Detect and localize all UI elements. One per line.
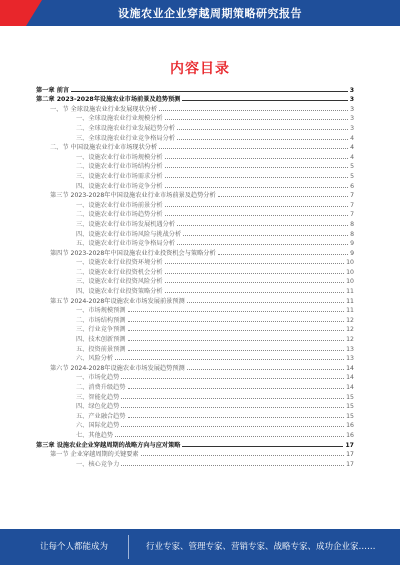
toc-leader-dots [121, 426, 344, 427]
toc-leader-dots [165, 167, 348, 168]
toc-entry-title: 二、设施农业行业市场趋势分析 [76, 211, 163, 219]
toc-entry-title: 一、设施农业行业投资环境分析 [76, 259, 163, 267]
toc-entry-title: 二、设施农业行业投资机会分析 [76, 268, 163, 276]
toc-leader-dots [128, 388, 345, 389]
toc-entry-title: 三、行业竞争预测 [76, 326, 126, 334]
toc-entry[interactable] [36, 324, 354, 334]
toc-entry-title: 五、产业融合趋势 [76, 412, 126, 420]
toc-leader-dots [177, 225, 348, 226]
toc-leader-dots [128, 340, 345, 341]
toc-entry-page: 10 [346, 259, 354, 267]
toc-leader-dots [128, 350, 345, 351]
toc-leader-dots [165, 177, 348, 178]
toc-entry[interactable] [36, 410, 354, 420]
toc-entry-page: 14 [346, 364, 354, 372]
toc-entry-title: 第四节 2023-2028年中国设施农业行业投资机会与策略分析 [50, 249, 216, 257]
toc-entry-page: 8 [350, 220, 354, 228]
toc-entry-page: 4 [350, 144, 354, 152]
toc-entry[interactable] [36, 94, 354, 104]
toc-leader-dots [121, 398, 344, 399]
toc-entry-title: 七、其他趋势 [76, 431, 114, 439]
toc-entry[interactable] [36, 362, 354, 372]
toc-entry-title: 三、智能化趋势 [76, 393, 120, 401]
toc-leader-dots [121, 378, 344, 379]
toc-leader-dots [115, 436, 344, 437]
toc-entry-title: 二、市场结构预测 [76, 316, 126, 324]
toc-entry-page: 17 [346, 460, 354, 468]
toc-leader-dots [121, 407, 344, 408]
toc-entry[interactable] [36, 266, 354, 276]
toc-entry[interactable] [36, 305, 354, 315]
toc-entry[interactable] [36, 247, 354, 257]
toc-entry[interactable] [36, 372, 354, 382]
toc-entry[interactable] [36, 420, 354, 430]
toc-leader-dots [165, 282, 345, 283]
toc-entry[interactable] [36, 190, 354, 200]
toc-entry[interactable] [36, 170, 354, 180]
report-footer [0, 529, 400, 565]
toc-entry[interactable] [36, 343, 354, 353]
toc-entry-title: 一、设施农业行业市场规模分析 [76, 153, 163, 161]
toc-leader-dots [182, 100, 347, 101]
toc-leader-dots [165, 263, 345, 264]
toc-entry-page: 16 [346, 422, 354, 430]
toc-entry[interactable] [36, 209, 354, 219]
report-title: 设施农业企业穿越周期策略研究报告 [118, 7, 302, 20]
toc-entry[interactable] [36, 295, 354, 305]
toc-entry[interactable] [36, 84, 354, 94]
toc-leader-dots [141, 455, 345, 456]
toc-leader-dots [165, 187, 348, 188]
toc-entry-page: 17 [345, 441, 354, 449]
toc-entry-page: 3 [349, 96, 354, 104]
toc-entry-page: 10 [346, 278, 354, 286]
toc-leader-dots [182, 446, 343, 447]
toc-entry-page: 15 [346, 403, 354, 411]
toc-leader-dots [165, 215, 348, 216]
toc-entry-page: 12 [346, 326, 354, 334]
toc-entry-page: 8 [350, 230, 354, 238]
toc-entry-page: 4 [350, 134, 354, 142]
toc-entry-page: 11 [346, 288, 354, 296]
toc-entry-title: 三、设施农业行业投资风险分析 [76, 278, 163, 286]
toc-leader-dots [187, 369, 344, 370]
toc-entry[interactable] [36, 228, 354, 238]
toc-entry-page: 5 [350, 163, 354, 171]
toc-entry-title: 四、设施农业行业投资策略分析 [76, 288, 163, 296]
toc-entry[interactable] [36, 142, 354, 152]
toc-entry-title: 第三章 设施农业企业穿越周期的战略方向与应对策略 [36, 441, 181, 449]
toc-entry-page: 13 [346, 345, 354, 353]
toc-entry-page: 17 [346, 451, 354, 459]
toc-entry-title: 一、节 全球设施农业行业发展现状分析 [50, 105, 158, 113]
toc-entry-page: 7 [350, 192, 354, 200]
toc-entry-title: 第一章 前言 [36, 86, 70, 94]
toc-entry[interactable] [36, 439, 354, 449]
toc-entry-title: 四、绿色化趋势 [76, 403, 120, 411]
toc-entry-title: 第三节 2023-2028年中国设施农业行业市场前景及趋势分析 [50, 192, 216, 200]
toc-leader-dots [165, 158, 348, 159]
toc-entry-title: 一、市场规模预测 [76, 307, 126, 315]
toc-entry-title: 一、市场化趋势 [76, 374, 120, 382]
toc-entry-title: 二、节 中国设施农业行业市场现状分析 [50, 144, 158, 152]
toc-leader-dots [218, 254, 348, 255]
toc-leader-dots [115, 359, 344, 360]
toc-entry[interactable] [36, 238, 354, 248]
toc-entry[interactable] [36, 285, 354, 295]
toc-entry-title: 三、设施农业行业市场需求分析 [76, 172, 163, 180]
toc-entry-page: 16 [346, 431, 354, 439]
toc-entry-page: 9 [350, 249, 354, 257]
toc-leader-dots [121, 465, 344, 466]
toc-entry[interactable] [36, 257, 354, 267]
footer-divider [128, 535, 129, 559]
toc-entry-page: 7 [350, 201, 354, 209]
toc-entry-title: 一、设施农业行业市场前景分析 [76, 201, 163, 209]
toc-entry[interactable] [36, 199, 354, 209]
toc-leader-dots [165, 119, 348, 120]
toc-entry-title: 第五节 2024-2028年设施农业市场发展前景预测 [50, 297, 185, 305]
toc-entry[interactable] [36, 151, 354, 161]
toc-entry[interactable] [36, 314, 354, 324]
toc-entry[interactable] [36, 103, 354, 113]
toc-entry-page: 14 [346, 374, 354, 382]
toc-entry-title: 四、设施农业行业市场竞争分析 [76, 182, 163, 190]
toc-entry-page: 15 [346, 412, 354, 420]
toc-entry[interactable] [36, 132, 354, 142]
toc-entry-page: 10 [346, 268, 354, 276]
toc-entry-title: 第六节 2024-2028年设施农业市场发展趋势预测 [50, 364, 185, 372]
toc-entry-page: 4 [350, 153, 354, 161]
toc-leader-dots [128, 321, 345, 322]
toc-entry-page: 3 [350, 105, 354, 113]
footer-slogan-left: 让每个人都能成为 [40, 542, 109, 552]
toc-entry-page: 3 [349, 86, 354, 94]
toc-entry-page: 5 [350, 172, 354, 180]
toc-leader-dots [165, 206, 348, 207]
toc-entry-title: 三、全球设施农业行业竞争格局分析 [76, 134, 175, 142]
toc-entry[interactable] [36, 333, 354, 343]
toc-entry-page: 13 [346, 355, 354, 363]
toc-entry-title: 五、投资前景预测 [76, 345, 126, 353]
footer-slogan-right [146, 540, 376, 552]
toc-leader-dots [159, 110, 348, 111]
report-header [0, 0, 400, 36]
toc-entry-page: 11 [346, 307, 354, 315]
toc-entry[interactable] [36, 449, 354, 459]
toc-entry-page: 3 [350, 124, 354, 132]
toc-entry-title: 四、技术创新预测 [76, 336, 126, 344]
toc-entry-title: 六、国际化趋势 [76, 422, 120, 430]
toc-entry-title: 一、全球设施农业行业规模分析 [76, 115, 163, 123]
toc-leader-dots [159, 148, 348, 149]
toc-entry-title: 二、消费升级趋势 [76, 384, 126, 391]
toc-entry[interactable] [36, 429, 354, 439]
toc-entry-title: 一、核心竞争力 [76, 460, 120, 468]
toc-entry-title: 第一节 企业穿越周期的关键要素 [50, 451, 139, 459]
toc-leader-dots [128, 311, 345, 312]
toc-entry-page: 9 [350, 240, 354, 248]
toc-entry-title: 四、设施农业行业市场风险与挑战分析 [76, 230, 182, 238]
toc-entry-page: 7 [350, 211, 354, 219]
footer-slogan-right-text: 行业专家、管理专家、营销专家、战略专家、成功企业家…… [146, 542, 376, 552]
toc-entry-page: 6 [350, 182, 354, 190]
toc-entry-page: 3 [350, 115, 354, 123]
toc-leader-dots [71, 91, 348, 92]
toc-entry[interactable] [36, 401, 354, 411]
toc-entry-title: 三、设施农业行业市场发展机遇分析 [76, 220, 175, 228]
toc-entry-page: 15 [346, 393, 354, 401]
toc-entry[interactable] [36, 180, 354, 190]
toc-entry-page: 14 [346, 384, 354, 391]
toc-title: 内容目录 [170, 61, 230, 77]
toc-entry-title: 第二章 2023-2028年设施农业市场前景及趋势预测 [36, 96, 181, 104]
toc-leader-dots [183, 235, 348, 236]
toc-leader-dots [128, 330, 345, 331]
toc-leader-dots [177, 244, 348, 245]
toc-entry[interactable] [36, 381, 354, 391]
toc-entry-title: 六、风险分析 [76, 355, 114, 363]
toc-entry-page: 11 [346, 297, 354, 305]
toc-leader-dots [218, 196, 348, 197]
toc-leader-dots [128, 417, 345, 418]
toc-entry[interactable] [36, 113, 354, 123]
table-of-contents [36, 84, 354, 468]
toc-entry[interactable] [36, 161, 354, 171]
toc-entry[interactable] [36, 353, 354, 363]
toc-leader-dots [165, 292, 345, 293]
toc-leader-dots [177, 139, 348, 140]
toc-entry[interactable] [36, 276, 354, 286]
toc-entry-page: 12 [346, 316, 354, 324]
toc-entry-title: 二、全球设施农业行业发展趋势分析 [76, 124, 175, 132]
toc-leader-dots [165, 273, 345, 274]
toc-leader-dots [177, 129, 348, 130]
toc-leader-dots [187, 302, 344, 303]
toc-entry-page: 12 [346, 336, 354, 344]
toc-entry-title: 二、设施农业行业市场结构分析 [76, 163, 163, 171]
toc-entry-title: 五、设施农业行业市场竞争格局分析 [76, 240, 175, 248]
toc-entry[interactable] [36, 218, 354, 228]
toc-entry[interactable] [36, 391, 354, 401]
toc-entry[interactable] [36, 458, 354, 468]
toc-entry[interactable] [36, 122, 354, 132]
